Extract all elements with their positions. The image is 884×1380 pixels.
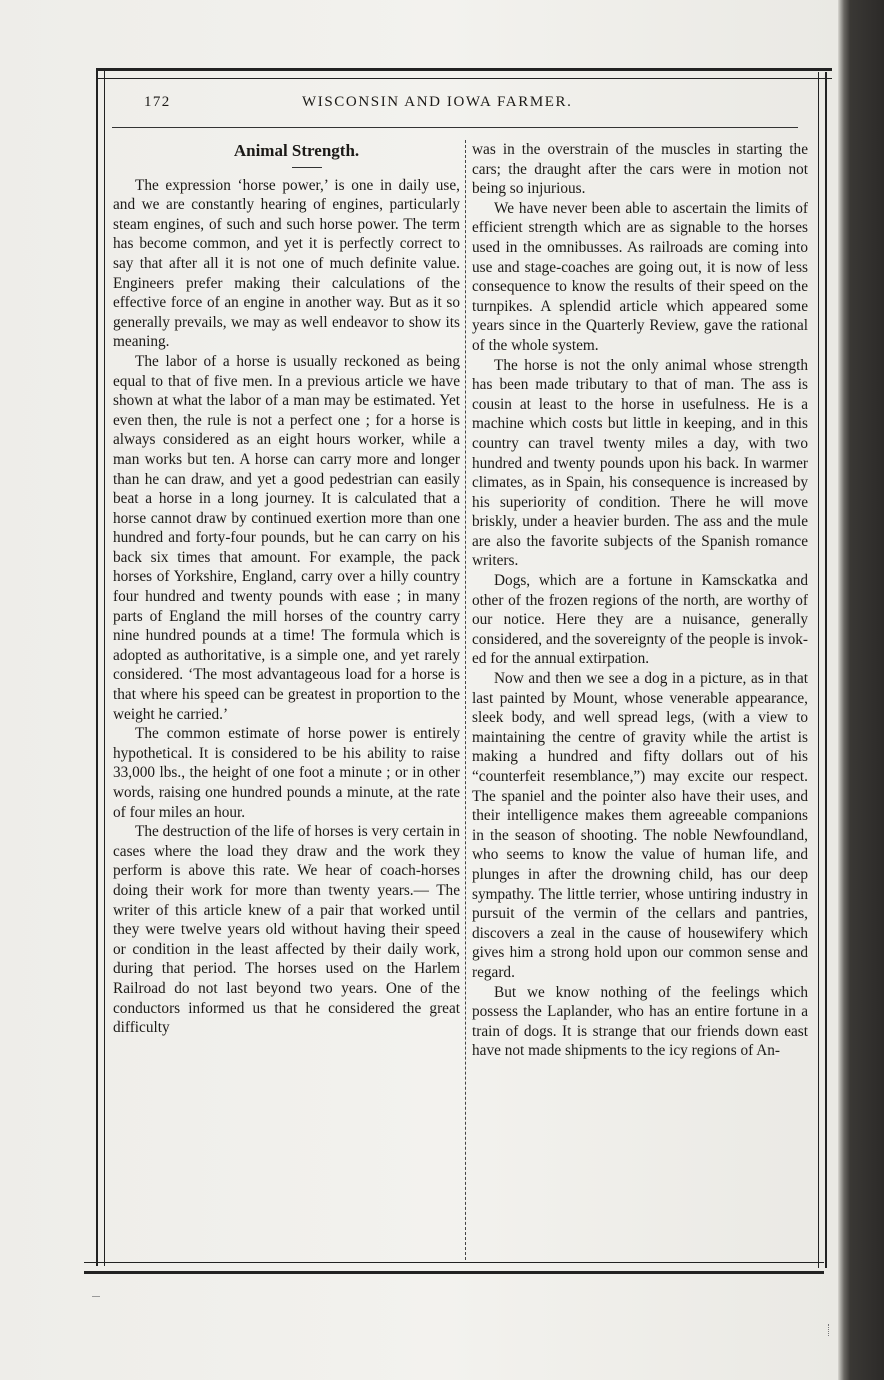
book-spine-edge: [838, 0, 884, 1380]
header-rule: [112, 127, 798, 128]
right-column: [472, 140, 808, 1258]
paragraph: The labor of a horse is usually reckoned as being equal to that of five men. In a previous article we have shown at what the labor of a man may be estimated. Yet even then, the rule is not a perfect one ; for a horse is always considered as an eight hours worker, while a man works but ten. A horse can carry more and longer than he can draw, and yet a good pedestrian can easily beat a horse in a long journey. It is calculated that a horse cannot draw by continued exertion more than one hundred and forty-four pounds, but he can carry on his back six times that amount. For example, the pack horses of Yorkshire, England, carry over a hilly country four hundred and twenty pounds with ease ; in many parts of England the mill horses of the country carry nine hundred pounds at a time! The formula which is adopted as authoritative, is a simple one, and yet rarely considered. ‘The most advantageous load for a horse is that where his speed can be greatest in proportion to the weight he carried.’: [113, 352, 460, 723]
paragraph: The horse is not the only animal whose strength has been made tributary to that of man. The ass is cousin at least to the horse in usefulness. He is a machine which costs but little in keeping, and in this country can travel twenty miles a day, with two hundred and twenty pounds upon his back. In warmer climates, as in Spain, his consequence is increased by his superiority of condition. There he will move briskly, under a heavier burden. The ass and the mule are also the favorite subjects of the Spanish romance writers.: [472, 356, 808, 570]
paragraph: The common estimate of horse power is entirely hypothetical. It is considered to be his ability to raise 33,000 lbs., the height of one foot a minute ; or in other words, raising one hundred pounds a minute, at the rate of four miles an hour.: [113, 725, 460, 821]
paragraph: Now and then we see a dog in a picture, as in that last painted by Mount, whose venerable appearance, sleek body, and well spread legs, (with a view to maintaining the centre of gravity while the artist is making a hundred and fifty dollars out of his “counterfeit resemblance,”) may excite our respect. The spaniel and the pointer also have their uses, and their intelligence makes them agreeable companions in the season of shooting. The noble Newfoundland, who seems to know the value of human life, and plunges in after the drowning child, has our deep sympathy. The little terrier, whose untiring industry in pursuit of the vermin of the cellars and pantries, discovers a zeal in the cause of housewifery which gives him a strong hold upon our common sense and regard.: [472, 670, 808, 981]
border-right-rule: [818, 72, 827, 1268]
paragraph: But we know nothing of the feelings which possess the Laplander, who has an entire fortune in a train of dogs. It is strange that our friends down east have not made shipments to the icy regions of An-: [472, 983, 808, 1060]
margin-mark: [92, 1296, 100, 1297]
column-divider: [465, 140, 466, 1260]
margin-mark: [828, 1324, 833, 1336]
page-header: [112, 94, 812, 118]
paragraph-continued: was in the overstrain of the muscles in starting the cars; the draught after the cars were in motion not being so injurious.: [472, 141, 808, 198]
border-top-rule: [96, 68, 832, 79]
paragraph: We have never been able to ascertain the limits of efficient strength which are as signable to the horses used in the omnibusses. As railroads are coming into use and stage-coaches are going out, it is now of less consequence to know the results of their speed on the turnpikes. A splendid article which appeared some years since in the Quarterly Review, gave the rational of the whole system.: [472, 199, 808, 354]
title-rule: [292, 167, 322, 168]
paragraph: Dogs, which are a fortune in Kamsckatka and other of the frozen regions of the north, are worthy of our notice. Here they are a nuisance, generally considered, and the sovereignty of the people is invoked for the annual extirpation.: [472, 572, 808, 668]
paragraph: The destruction of the life of horses is very certain in cases where the load they draw and the work they perform is above this rate. We hear of coach-horses doing their work for more than twenty years.— The writer of this article knew of a pair that worked until they were twelve years old without having their speed or condition in the least affected by their daily work, during that period. The horses used on the Harlem Railroad do not last beyond two years. One of the conductors informed us that he considered the great difficulty: [113, 823, 460, 1037]
paragraph: The expression ‘horse power,’ is one in daily use, and we are constantly hearing of engines, particularly steam engines, of such and such horse power. The term has become common, and yet it is perfectly correct to say that after all it is not one of much definite value. Engineers prefer making their calculations of the effective force of an engine in another way. But as it so generally prevails, we may as well endeavor to show its meaning.: [113, 176, 460, 351]
left-column: [113, 140, 460, 1258]
page-number: 172: [144, 94, 171, 110]
article-title: Animal Strength.: [233, 141, 360, 160]
border-bottom-rule: [84, 1262, 824, 1274]
running-title: WISCONSIN AND IOWA FARMER.: [302, 94, 573, 110]
border-left-rule: [96, 68, 105, 1266]
